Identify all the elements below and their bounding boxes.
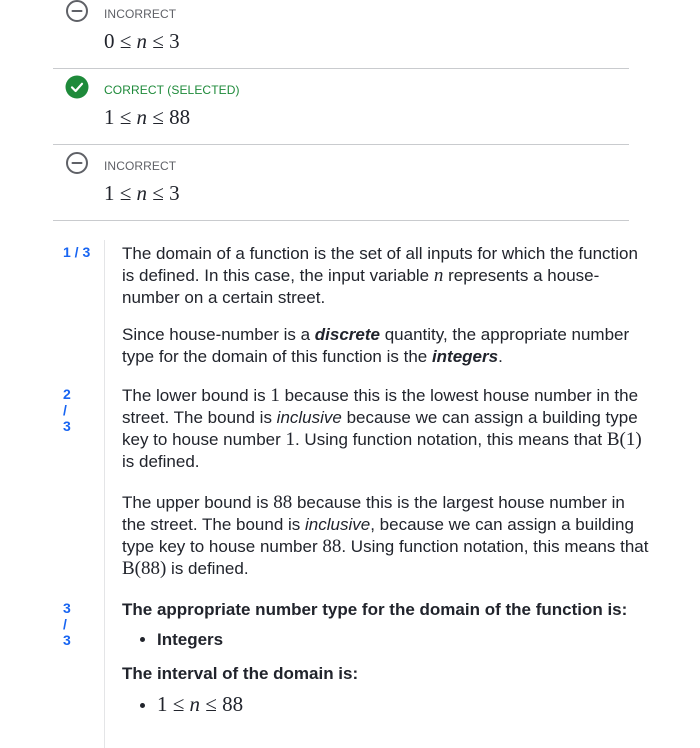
hint-body xyxy=(122,385,650,595)
bullet-list xyxy=(122,693,650,717)
hint-number: 3 / 3 xyxy=(63,600,71,648)
minus-circle-icon xyxy=(65,0,89,23)
hint-body xyxy=(122,243,650,383)
choice-status: INCORRECT xyxy=(104,7,177,21)
choice-status: INCORRECT xyxy=(104,159,177,173)
hint-number: 1 / 3 xyxy=(63,244,91,260)
choice-expression: 1 ≤ n ≤ 88 xyxy=(104,105,191,129)
hint-paragraph: The domain of a function is the set of all inputs for which the function is defined. In this case, the input variable n represents a house-number on a certain street. xyxy=(122,244,638,307)
choice-expression: 1 ≤ n ≤ 3 xyxy=(104,181,180,205)
bullet-list xyxy=(122,629,650,651)
hint-body xyxy=(122,599,650,729)
answer-choice-3 xyxy=(53,145,629,221)
hint-heading: The interval of the domain is: xyxy=(122,664,359,683)
minus-circle-icon xyxy=(65,151,89,175)
answer-choice-1 xyxy=(53,0,629,69)
divider xyxy=(53,220,629,221)
choice-status: CORRECT (SELECTED) xyxy=(104,83,240,97)
hint-paragraph: Since house-number is a discrete quantity, the appropriate number type for the domain of this function is the integers. xyxy=(122,325,630,366)
hint-heading: The appropriate number type for the domain of the function is: xyxy=(122,600,628,619)
hint-number: 2 / 3 xyxy=(63,386,71,434)
hint-paragraph: The upper bound is 88 because this is the largest house number in the street. The bound is inclusive, because we can assign a building type key to house number 88. Using function notation, this means that B(88) is defined. xyxy=(122,492,649,579)
bullet-item: • Integers xyxy=(157,629,650,651)
hint-paragraph: The lower bound is 1 because this is the lowest house number in the street. The bound is inclusive because we can assign a building type key to house number 1. Using function notation, this means that B(1) is defined. xyxy=(122,385,642,471)
hint-rail xyxy=(104,240,105,748)
choice-expression: 0 ≤ n ≤ 3 xyxy=(104,29,180,53)
answer-choice-2 xyxy=(53,69,629,145)
bullet-item: • 1 ≤ n ≤ 88 xyxy=(157,693,650,717)
check-circle-icon xyxy=(65,75,89,99)
